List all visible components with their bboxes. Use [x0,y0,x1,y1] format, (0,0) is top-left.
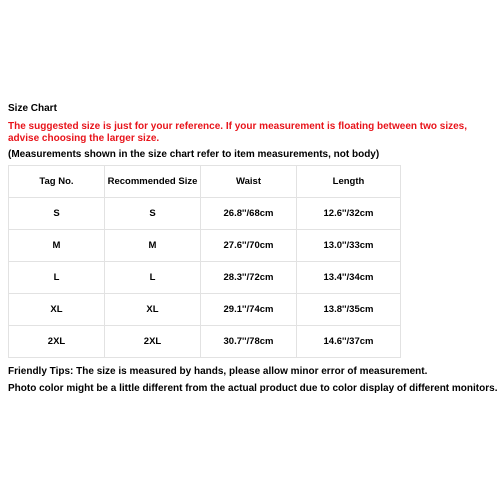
size-advice-note: The suggested size is just for your reference. If your measurement is floating between two sizes, advise choosing the larger size. [8,121,468,144]
cell-length: 13.8''/35cm [297,294,401,326]
header-waist: Waist [201,166,297,198]
header-length: Length [297,166,401,198]
cell-recommended-size: M [105,230,201,262]
cell-waist: 28.3''/72cm [201,262,297,294]
size-table [8,165,401,358]
cell-tag-no: 2XL [9,326,105,358]
cell-waist: 29.1''/74cm [201,294,297,326]
friendly-tip: Friendly Tips: The size is measured by hands, please allow minor error of measurement. [8,366,428,377]
size-chart-title: Size Chart [8,103,57,114]
cell-waist: 30.7''/78cm [201,326,297,358]
color-disclaimer: Photo color might be a little different from the actual product due to color display of different monitors. [8,383,498,394]
cell-waist: 26.8''/68cm [201,198,297,230]
cell-length: 13.0''/33cm [297,230,401,262]
table-row [9,230,401,262]
header-tag-no: Tag No. [9,166,105,198]
measurement-note: (Measurements shown in the size chart refer to item measurements, not body) [8,149,380,160]
cell-recommended-size: XL [105,294,201,326]
cell-recommended-size: S [105,198,201,230]
cell-recommended-size: L [105,262,201,294]
table-row [9,294,401,326]
cell-length: 12.6''/32cm [297,198,401,230]
table-row [9,198,401,230]
cell-length: 14.6''/37cm [297,326,401,358]
cell-tag-no: S [9,198,105,230]
table-row [9,262,401,294]
cell-recommended-size: 2XL [105,326,201,358]
header-recommended-size: Recommended Size [105,166,201,198]
table-row [9,326,401,358]
cell-length: 13.4''/34cm [297,262,401,294]
cell-waist: 27.6''/70cm [201,230,297,262]
cell-tag-no: XL [9,294,105,326]
cell-tag-no: M [9,230,105,262]
cell-tag-no: L [9,262,105,294]
table-header-row [9,166,401,198]
